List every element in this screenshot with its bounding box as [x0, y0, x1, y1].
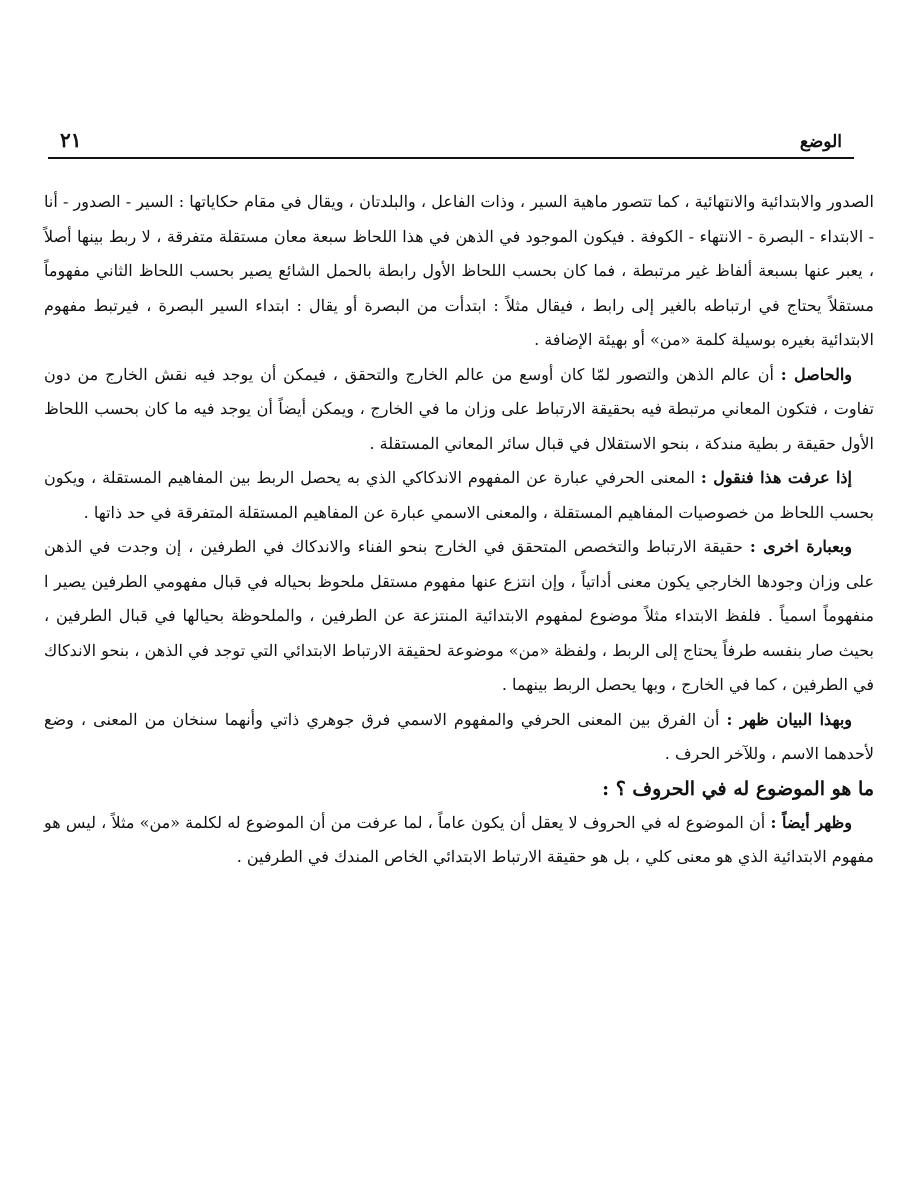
paragraph-5-text: أن الفرق بين المعنى الحرفي والمفهوم الاسمي فرق جوهري ذاتي وأنهما سنخان من المعنى ، وضع لأحدهما الاسم ، وللآخر الحرف . [44, 709, 874, 763]
paragraph-2-lead: والحاصل : [780, 364, 853, 384]
paragraph-1-text: الصدور والابتدائية والانتهائية ، كما تتصور ماهية السير ، وذات الفاعل ، والبلدتان ، ويقال في مقام حكاياتها : السير - الصدور - أنا - الابتداء - البصرة - الانتهاء - الكوفة . فيكون الموجود في الذهن في هذا اللحاظ سبعة معان مستقلة متفرقة ، لا ربط بينها أصلاً ، يعبر عنها بسبعة ألفاظ غير مرتبطة ، فما كان بحسب اللحاظ الأول رابطة بالحمل الشائع يصير بحسب اللحاظ الثاني مفهوماً مستقلاً يحتاج في ارتباطه بالغير إلى رابط ، فيقال مثلاً : ابتدأت من البصرة أو يقال : ابتداء السير البصرة ، فيرتبط مفهوم الابتدائية بغيره بوسيلة كلمة «من» أو بهيئة الإضافة . [44, 192, 874, 349]
body-text [44, 185, 874, 875]
paragraph-3-text: المعنى الحرفي عبارة عن المفهوم الاندكاكي الذي به يحصل الربط بين المفاهيم المستقلة ، ويكون بحسب اللحاظ من خصوصيات المفاهيم المستقلة ، والمعنى الاسمي عبارة عن المفاهيم المستقلة المتفرقة في حد ذاتها . [44, 468, 874, 522]
paragraph-6-text: أن الموضوع له في الحروف لا يعقل أن يكون عاماً ، لما عرفت من أن الموضوع له لكلمة «من» مثلاً ، ليس هو مفهوم الابتدائية الذي هو معنى كلي ، بل هو حقيقة الارتباط الابتدائي الخاص المندك في الطرفين . [44, 812, 874, 866]
paragraph-6-lead: وظهر أيضاً : [770, 812, 852, 832]
paragraph-1 [44, 185, 874, 358]
running-header [52, 128, 848, 154]
paragraph-2 [44, 358, 874, 462]
paragraph-2-text: أن عالم الذهن والتصور لمّا كان أوسع من عالم الخارج والتحقق ، فيمكن أن يوجد فيه نقش الخارج من دون تفاوت ، فتكون المعاني مرتبطة فيه بحقيقة الارتباط على وزان ما في الخارج ، ويمكن أيضاً أن يوجد فيه ما كان بحسب اللحاظ الأول حقيقة ر بطية مندكة ، بنحو الاستقلال في قبال سائر المعاني المستقلة . [44, 364, 874, 453]
paragraph-6 [44, 806, 874, 875]
paragraph-5-lead: وبهذا البيان ظهر : [726, 709, 853, 729]
paragraph-4 [44, 530, 874, 703]
paragraph-4-lead: وبعبارة اخرى : [749, 537, 852, 556]
header-rule [48, 157, 854, 159]
paragraph-5 [44, 703, 874, 772]
page-number: ٢١ [60, 128, 82, 152]
running-title: الوضع [799, 132, 842, 152]
section-heading: ما هو الموضوع له في الحروف ؟ : [602, 777, 874, 800]
paragraph-3-lead: إذا عرفت هذا فنقول : [700, 468, 852, 487]
paragraph-4-text: حقيقة الارتباط والتخصص المتحقق في الخارج بنحو الفناء والاندكاك في الطرفين ، إن وجدت في الذهن على وزان وجودها الخارجي يكون معنى أداتياً ، وإن انتزع عنها مفهوم مستقل ملحوظ بحياله في قبال مفهومي الطرفين يصير ا منفهوماً اسمياً . فلفظ الابتداء مثلاً موضوع لمفهوم الابتدائية المنتزعة عن الطرفين ، والملحوظة بحيالها في قبال الطرفين ، بحيث صار بنفسه طرفاً يحتاج إلى الربط ، ولفظة «من» موضوعة لحقيقة الارتباط الابتدائي التي توجد في الذهن ، بنحو الاندكاك في الطرفين ، كما في الخارج ، وبها يحصل الربط بينهما . [44, 537, 875, 694]
paragraph-3 [44, 461, 874, 530]
